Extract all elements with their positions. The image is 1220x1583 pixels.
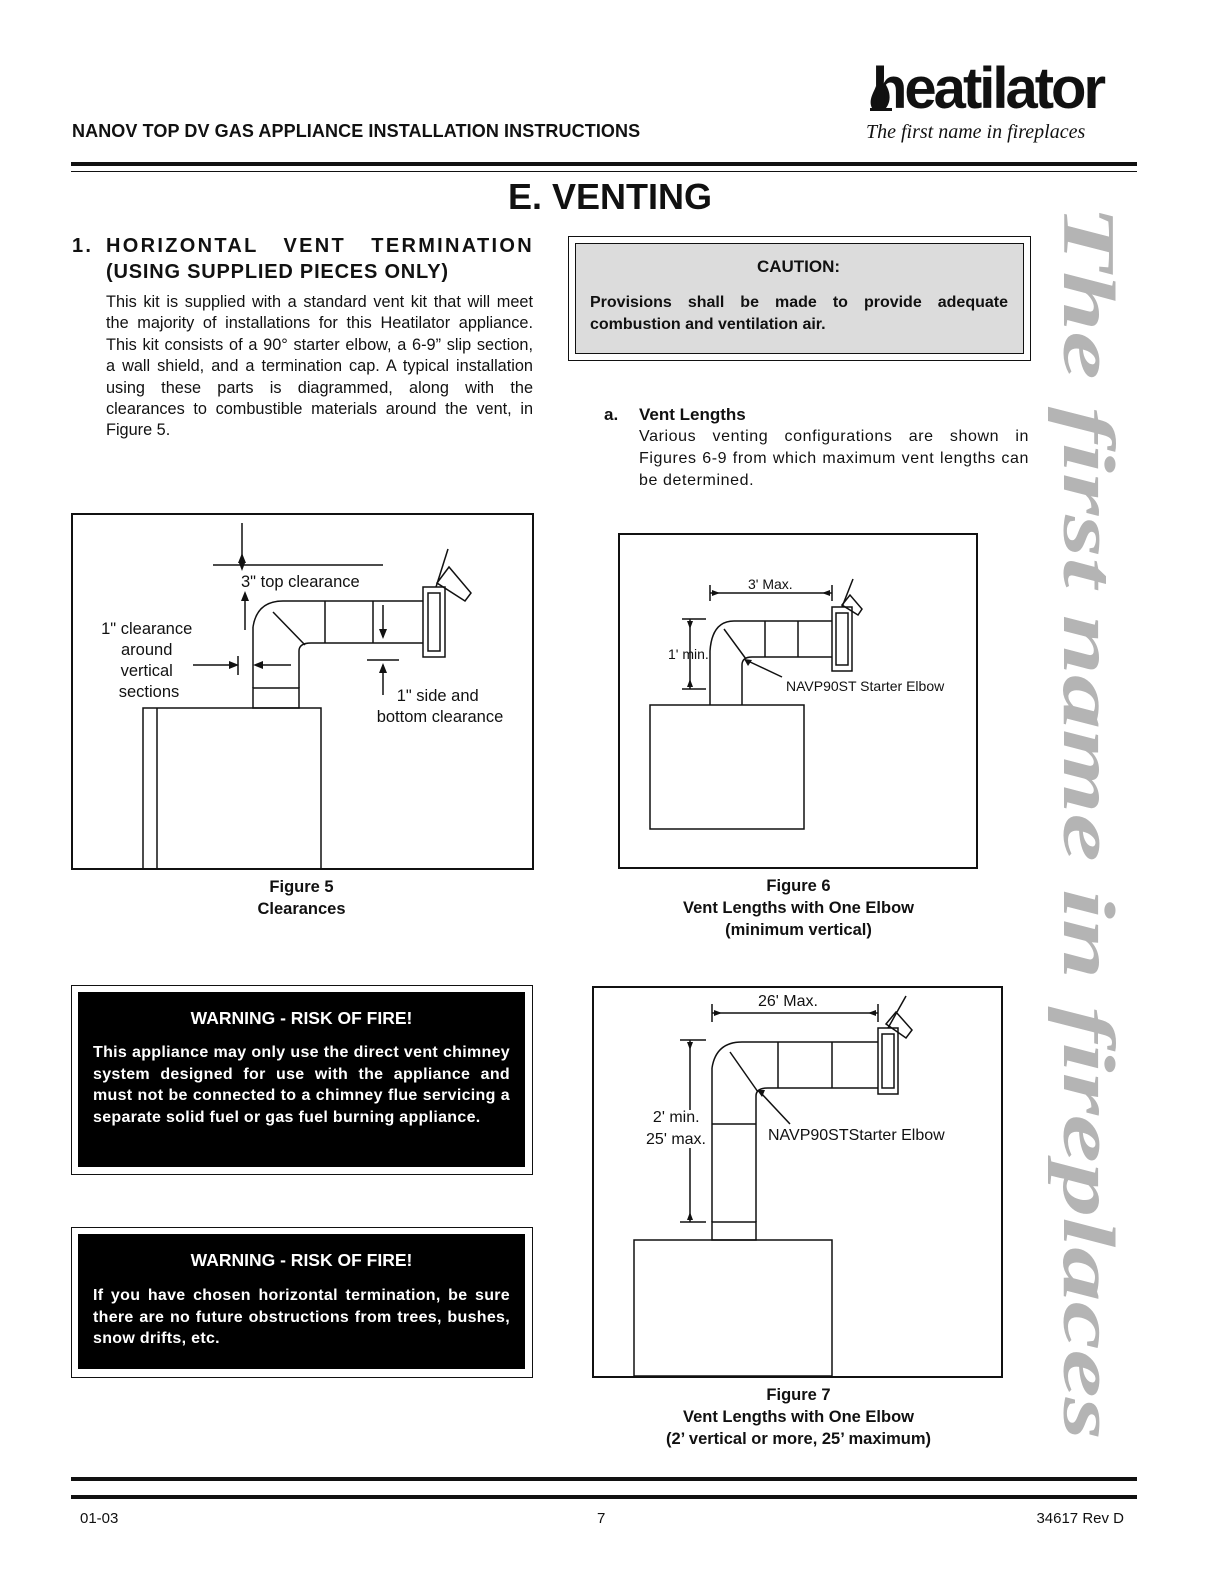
appliance-outline bbox=[634, 1240, 832, 1376]
footer-date: 01-03 bbox=[80, 1510, 119, 1527]
figure5-caption-line: Figure 5 bbox=[269, 878, 334, 896]
footer-rule bbox=[71, 1477, 1137, 1481]
subsection-number: 1. bbox=[72, 235, 94, 257]
figure7-caption bbox=[568, 1384, 1029, 1450]
caution-body: Provisions shall be made to provide adequate combustion and ventilation air. bbox=[590, 294, 1008, 333]
subsection-heading bbox=[72, 233, 534, 285]
warning2-body: If you have chosen horizontal termination, be sure there are no future obstructions from trees, bushes, snow drifts, etc. bbox=[93, 1287, 510, 1347]
figure7-horizontal-max: 26' Max. bbox=[758, 993, 818, 1010]
figure5-diagram bbox=[71, 513, 534, 870]
footer-rule-lower bbox=[71, 1495, 1137, 1499]
figure5-side-clearance-line: bottom clearance bbox=[376, 708, 504, 726]
figure5-caption-line: Clearances bbox=[257, 900, 346, 918]
figure5-vertical-clearance bbox=[101, 620, 197, 701]
appliance-outline bbox=[650, 705, 804, 829]
appliance-outline bbox=[143, 708, 321, 868]
figure5-vertical-clearance-line: sections bbox=[118, 683, 180, 701]
figure7-vertical-line: 2' min. bbox=[652, 1109, 700, 1126]
header-rule bbox=[71, 162, 1137, 166]
figure7-elbow-label: NAVP90STStarter Elbow bbox=[768, 1127, 945, 1144]
vent-lengths-label: a. bbox=[604, 405, 619, 424]
figure7-vertical bbox=[646, 1109, 706, 1148]
warning1-title: WARNING - RISK OF FIRE! bbox=[190, 1008, 413, 1028]
header-rule-thin bbox=[71, 171, 1137, 172]
section-title: E. VENTING bbox=[507, 176, 713, 217]
subsection-title-line2: (USING SUPPLIED PIECES ONLY) bbox=[106, 261, 449, 283]
figure7-diagram bbox=[592, 986, 1003, 1378]
caution-title: CAUTION: bbox=[756, 257, 841, 276]
figure6-elbow-label: NAVP90ST Starter Elbow bbox=[786, 678, 945, 694]
figure7-drawing bbox=[594, 988, 1001, 1376]
figure6-horizontal-max: 3' Max. bbox=[748, 576, 793, 592]
figure6-caption-line: (minimum vertical) bbox=[725, 921, 872, 939]
figure6-caption-line: Vent Lengths with One Elbow bbox=[682, 899, 914, 917]
watermark-text: The first name in fireplaces bbox=[1047, 205, 1129, 1048]
figure6-caption-line: Figure 6 bbox=[766, 877, 831, 895]
figure5-side-clearance bbox=[377, 687, 504, 726]
figure6-drawing bbox=[620, 535, 976, 867]
figure5-vertical-clearance-line: vertical bbox=[120, 662, 173, 680]
logo-wordmark: heatilator bbox=[872, 56, 1104, 121]
heatilator-logo bbox=[866, 56, 1128, 146]
figure7-caption-line: Figure 7 bbox=[766, 1386, 831, 1404]
figure5-caption bbox=[71, 876, 532, 920]
logo-tagline: The first name in fireplaces bbox=[866, 121, 1086, 143]
figure5-top-clearance: 3" top clearance bbox=[241, 573, 360, 591]
figure5-side-clearance-line: 1" side and bbox=[396, 687, 479, 705]
figure7-vertical-line: 25' max. bbox=[646, 1131, 706, 1148]
figure6-vertical-min: 1' min. bbox=[668, 646, 709, 662]
figure6-caption bbox=[568, 875, 1029, 941]
subsection-title-line1: HORIZONTAL VENT TERMINATION bbox=[106, 235, 534, 257]
figure5-vertical-clearance-line: around bbox=[121, 641, 173, 659]
footer-doc-number: 34617 Rev D bbox=[1036, 1510, 1124, 1527]
tagline-watermark bbox=[1047, 205, 1129, 1445]
footer-page-number: 7 bbox=[597, 1510, 606, 1527]
figure5-drawing bbox=[73, 515, 532, 868]
warning2-title: WARNING - RISK OF FIRE! bbox=[190, 1250, 413, 1270]
figure7-caption-line: Vent Lengths with One Elbow bbox=[682, 1408, 914, 1426]
figure6-diagram bbox=[618, 533, 978, 869]
subsection-body: This kit is supplied with a standard vent kit that will meet the majority of installations for this Heatilator appliance. This kit consists of a 90° starter elbow, a 6-9” slip section, a wall shield, and a termination cap. A typical installation using these parts is diagrammed, along with the clearances to combustible materials around the vent, in Figure 5. bbox=[106, 293, 533, 440]
vent-lengths-title: Vent Lengths bbox=[639, 405, 746, 424]
figure5-vertical-clearance-line: 1" clearance bbox=[101, 620, 193, 638]
document-title: NANOV TOP DV GAS APPLIANCE INSTALLATION INSTRUCTIONS bbox=[72, 121, 641, 141]
figure7-caption-line: (2’ vertical or more, 25’ maximum) bbox=[665, 1430, 932, 1448]
warning1-body: This appliance may only use the direct vent chimney system designed for use with the appliance and must not be connected to a chimney flue servicing a separate solid fuel or gas fuel burning appliance. bbox=[93, 1044, 510, 1126]
vent-lengths-body: Various venting configurations are shown in Figures 6-9 from which maximum vent lengths can be determined. bbox=[639, 428, 1029, 489]
